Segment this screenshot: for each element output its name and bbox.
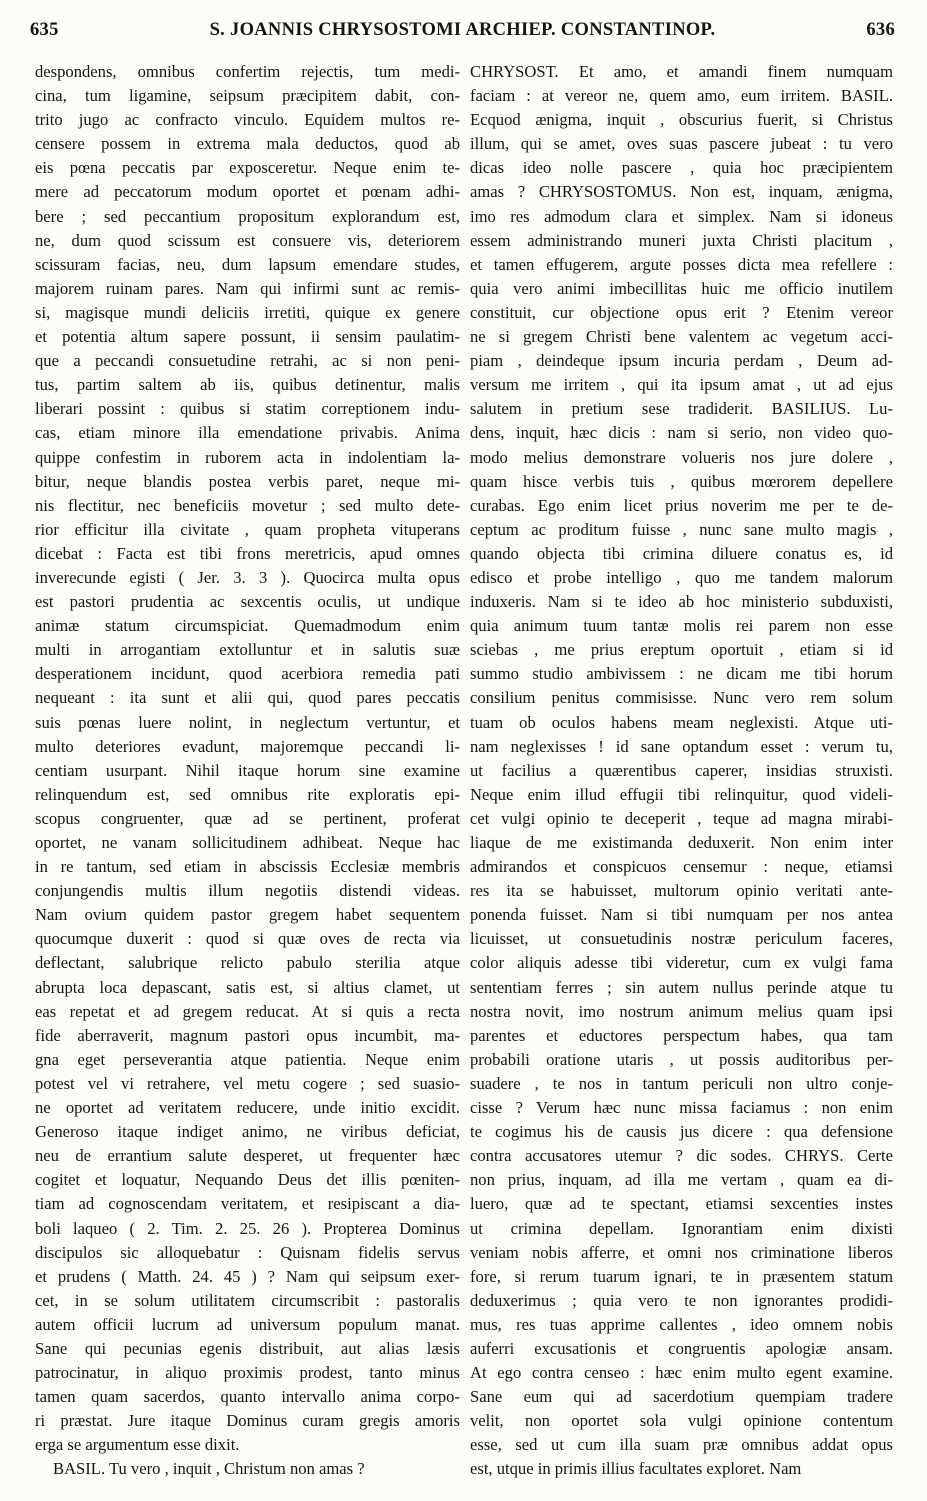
text-line: ne si gregem Christi bene valentem ac vegetum acci- — [470, 327, 893, 347]
text-line: bere ; sed peccantium propositum explorandum est, — [35, 206, 460, 226]
text-line: edisco et probe intelligo , quo me tandem malorum — [470, 567, 893, 587]
text-line: desperationem incidunt, quod acerbiora remedia pati — [35, 664, 460, 684]
text-line: patrocinatur, in aliquo proximis prodest, tanto minus — [35, 1363, 460, 1383]
text-line: erga se argumentum esse dixit. — [35, 1435, 240, 1455]
text-line: centiam usurpant. Nihil itaque horum sine examine — [35, 760, 460, 780]
text-line: deflectant, salubrique relicto pabulo sterilia atque — [35, 953, 460, 973]
text-line: rior efficitur illa civitate , quam propheta vituperans — [35, 519, 460, 539]
text-line: autem officii lucrum ad universum populum manat. — [35, 1314, 460, 1334]
text-line: licuisset, ut consuetudinis nostræ periculum faceres, — [470, 929, 893, 949]
text-line: non prius, inquam, ad illa me vertam , quam ea di- — [470, 1170, 893, 1190]
text-line: suadere , te nos in tantum periculi non ultro conje- — [470, 1073, 893, 1093]
text-line: amas ? CHRYSOSTOMUS. Non est, inquam, ænigma, — [470, 182, 893, 202]
text-line: tuam ob oculos habens meam neglexisti. Atque uti- — [470, 712, 893, 732]
text-line: Ecquod ænigma, inquit , obscurius fuerit, si Christus — [470, 110, 893, 130]
text-line: nequeant : ita sunt et alii qui, quod pares peccatis — [35, 688, 460, 708]
text-line: CHRYSOST. Et amo, et amandi finem numquam — [470, 62, 893, 81]
text-line: cet vulgi opinio te deceperit , teque ad magna mirabi- — [470, 808, 893, 828]
text-line: animæ statum circumspiciat. Quemadmodum enim — [35, 616, 460, 636]
text-line: relinquendum est, sed omnibus rite exploratis epi- — [35, 784, 460, 804]
text-line: versum me irritem , qui ita ipsum amat , ut ad ejus — [470, 375, 893, 395]
text-line: parentes et eductores perspectum habes, qua tam — [470, 1025, 893, 1045]
text-line: At ego contra censeo : hæc enim multo egent examine. — [470, 1363, 893, 1383]
text-line: admirandos et conspicuos censemur : neque, etiamsi — [470, 857, 893, 877]
text-line: te cogimus his de causis jus dicere : qua defensione — [470, 1122, 893, 1142]
text-line: multo deteriores evadunt, majoremque peccandi li- — [35, 736, 460, 756]
text-line: Sane eum qui ad sacerdotium quempiam tradere — [470, 1387, 893, 1407]
text-line: luero, quæ ad te spectant, etiamsi sexcenties instes — [470, 1194, 893, 1214]
text-line: Neque enim illud effugii tibi relinquitur, quod videli- — [470, 784, 893, 804]
text-line: est, utque in primis illius facultates exploret. Nam — [470, 1459, 802, 1479]
text-line: est pastori prudentia ac sexcentis oculis, ut undique — [35, 592, 460, 612]
text-line: potest vel vi retrahere, vel metu cogere ; sed suasio- — [35, 1073, 460, 1093]
text-line: salutem in pretium sese tradiderit. BASILIUS. Lu- — [470, 399, 893, 419]
text-line: et tamen effugerem, argute posses dicta mea refellere : — [470, 254, 893, 274]
text-line: ponenda fuisset. Nam si tibi numquam per nos antea — [470, 905, 893, 925]
text-line: dicas ideo nolle pascere , quia hoc præcipientem — [470, 158, 893, 178]
text-line: deduxerimus ; quia vero te non ignorantes prodidi- — [470, 1290, 893, 1310]
page-number-left: 635 — [30, 20, 59, 40]
left-text-column — [35, 60, 460, 1482]
text-line: summo studio ambivissem : ne dicam me tibi horum — [470, 664, 893, 684]
text-line: eas repetat et ad gregem reducat. At si quis a recta — [35, 1001, 460, 1021]
text-line: censere possem in extrema mala deductos, quod ab — [35, 134, 460, 154]
text-line: curabas. Ego enim licet prius noverim me per te de- — [470, 495, 893, 515]
text-line: cet, in se solum utilitatem circumscribit : pastoralis — [35, 1290, 460, 1310]
text-line: veniam nobis afferre, et omni nos criminatione liberos — [470, 1242, 893, 1262]
right-text-column — [470, 60, 893, 1482]
text-line: suis pœnas luere nolint, in neglectum vertuntur, et — [35, 712, 460, 732]
text-line: Sane qui pecunias egenis distribuit, aut alias læsis — [35, 1338, 460, 1358]
text-line: ut crimina depellam. Ignorantiam enim dixisti — [470, 1218, 893, 1238]
text-line: dicebat : Facta est tibi frons meretricis, apud omnes — [35, 543, 460, 563]
text-line: si, magisque mundi deliciis irretiti, quique ex genere — [35, 302, 460, 322]
text-line: bitur, neque blandis postea verbis paret, neque mi- — [35, 471, 460, 491]
text-line: neu de errantium salute desperet, ut frequenter hæc — [35, 1146, 460, 1166]
text-line: induxeris. Nam si te ideo ab hoc ministerio subduxisti, — [470, 592, 893, 612]
text-line: trito jugo ac confracto vinculo. Equidem multos re- — [35, 110, 460, 130]
text-line: discipulos sic alloquebatur : Quisnam fidelis servus — [35, 1242, 460, 1262]
text-line: cas, etiam minore illa emendatione privabis. Anima — [35, 423, 460, 443]
text-line: ri præstat. Jure itaque Dominus curam gregis amoris — [35, 1411, 460, 1431]
text-line: scissuram facias, neu, dum lapsum emendare studes, — [35, 254, 460, 274]
text-line: nam neglexisses ! id sane optandum esset : verum tu, — [470, 736, 893, 756]
text-line: quia vero animi imbecillitas huic me officio inutilem — [470, 278, 893, 298]
text-line: in re tantum, sed etiam in abscissis Ecclesiæ membris — [35, 857, 460, 877]
text-line: eis pœna peccatis par exposceretur. Neque enim te- — [35, 158, 460, 178]
text-line: contra accusatores utemur ? dic sodes. CHRYS. Certe — [470, 1146, 893, 1166]
text-line: consilium penitus commisisse. Nunc vero rem solum — [470, 688, 893, 708]
text-line: cina, tum ligamine, seipsum præcipitem dabit, con- — [35, 86, 460, 106]
text-line: tus, partim saltem ab iis, quibus detinentur, malis — [35, 375, 460, 395]
text-line: dens, inquit, hæc dicis : nam si serio, non video quo- — [470, 423, 893, 443]
text-line: color aliquis adesse tibi videretur, cum ex vulgi fama — [470, 953, 893, 973]
text-line: probabili oratione utaris , ut possis auditoribus per- — [470, 1049, 893, 1069]
text-line: que a peccandi consuetudine retrahi, ac si non peni- — [35, 351, 460, 371]
text-line: gna eget perseverantia atque patientia. Neque enim — [35, 1049, 460, 1069]
text-line: liaque de me existimanda deduxerit. Non enim inter — [470, 833, 893, 852]
text-line: ut facilius a quærentibus caperer, insidias struxisti. — [470, 760, 893, 780]
running-title: S. JOANNIS CHRYSOSTOMI ARCHIEP. CONSTANTINOP. — [209, 20, 716, 40]
text-line: ne oportet ad veritatem reducere, unde initio excidit. — [35, 1098, 460, 1118]
text-line: multi in arrogantiam extolluntur et in salutis suæ — [35, 640, 460, 660]
text-line: boli laqueo ( 2. Tim. 2. 25. 26 ). Propterea Dominus — [35, 1218, 460, 1238]
text-line: tamen quam sacerdos, quanto intervallo anima corpo- — [35, 1387, 460, 1407]
text-line: auferri excusationis et congruentis apologiæ ansam. — [470, 1338, 893, 1358]
text-line: Generoso itaque indiget animo, ne viribus deficiat, — [35, 1122, 460, 1142]
text-line: ne, dum quod scissum est consuere vis, deteriorem — [35, 230, 460, 250]
text-line: quia animum tuum tantæ molis rei parem non esse — [470, 616, 893, 636]
text-line: et prudens ( Matth. 24. 45 ) ? Nam qui seipsum exer- — [35, 1266, 460, 1286]
text-line: BASIL. Tu vero , inquit , Christum non amas ? — [53, 1459, 365, 1479]
text-line: majorem ruinam pares. Nam qui infirmi sunt ac remis- — [35, 278, 460, 298]
text-line: quam hisce verbis tuis , quibus mœrorem depellere — [470, 471, 893, 491]
text-line: quando objecta tibi crimina diluere conatus es, id — [470, 543, 893, 563]
text-line: et potentia altum sapere possunt, ii sensim paulatim- — [35, 327, 460, 347]
text-line: abrupta loca depascant, satis est, si altius clamet, ut — [35, 977, 460, 997]
text-line: oportet, ne vanam sollicitudinem adhibeat. Neque hac — [35, 833, 460, 852]
text-line: Nam ovium quidem pastor gregem habet sequentem — [35, 905, 460, 925]
text-line: imo res admodum clara et simplex. Nam si idoneus — [470, 206, 893, 226]
text-line: tiam ad cognoscendam veritatem, et resipiscant a dia- — [35, 1194, 460, 1214]
text-line: liberari possint : quibus si statim correptionem indu- — [35, 399, 460, 419]
text-line: fore, si rerum tuarum ignari, te in præsentem statum — [470, 1266, 893, 1286]
text-line: constituit, cur objectione opus erit ? Etenim vereor — [470, 302, 893, 322]
text-line: res ita se habuisset, multorum opinio veritati ante- — [470, 881, 893, 901]
text-line: despondens, omnibus confertim rejectis, tum medi- — [35, 62, 460, 81]
text-line: sciebas , me prius ereptum oportuit , etiam si id — [470, 640, 893, 660]
text-line: cisse ? Verum hæc nunc missa faciamus : non enim — [470, 1098, 893, 1118]
text-line: faciam : at vereor ne, quem amo, eum irritem. BASIL. — [470, 86, 893, 106]
running-header — [30, 20, 895, 48]
text-line: fide aberraverit, magnum pastori opus incumbit, ma- — [35, 1025, 460, 1045]
text-line: nis flectitur, nec beneficiis movetur ; sed multo dete- — [35, 495, 460, 515]
text-line: piam , deindeque ipsum incuria perdam , Deum ad- — [470, 351, 893, 371]
text-line: nostra novit, imo nostrum animum melius quam ipsi — [470, 1001, 893, 1021]
text-line: inverecunde egisti ( Jer. 3. 3 ). Quocirca multa opus — [35, 567, 460, 587]
text-line: quippe confestim in ruborem acta in indolentiam la- — [35, 447, 460, 467]
text-line: modo melius demonstrare volueris nos jure dolere , — [470, 447, 893, 467]
text-line: illum, qui se amet, oves suas pascere jubeat : tu vero — [470, 134, 893, 154]
text-line: essem administrando muneri juxta Christi placitum , — [470, 230, 893, 250]
text-line: cogitet et loquatur, Nequando Deus det illis pœniten- — [35, 1170, 460, 1190]
text-line: ceptum ac proditum fuisse , nunc sane multo magis , — [470, 519, 893, 539]
text-line: conjungendis multis illum negotiis distendi videas. — [35, 881, 460, 901]
text-line: mere ad peccatorum modum oportet et pœnam adhi- — [35, 182, 460, 202]
text-line: velit, non oportet sola vulgi opinione contentum — [470, 1411, 893, 1431]
page-number-right: 636 — [866, 20, 895, 40]
text-line: quocumque duxerit : quod si quæ oves de recta via — [35, 929, 460, 949]
text-line: mus, res tuas apprime callentes , ideo omnem nobis — [470, 1314, 893, 1334]
text-line: esse, sed ut cum illa suam præ omnibus addat opus — [470, 1435, 893, 1455]
text-line: scopus congruenter, quæ ad se pertinent, proferat — [35, 808, 460, 828]
text-line: sententiam ferres ; sin autem nullus perinde atque tu — [470, 977, 893, 997]
